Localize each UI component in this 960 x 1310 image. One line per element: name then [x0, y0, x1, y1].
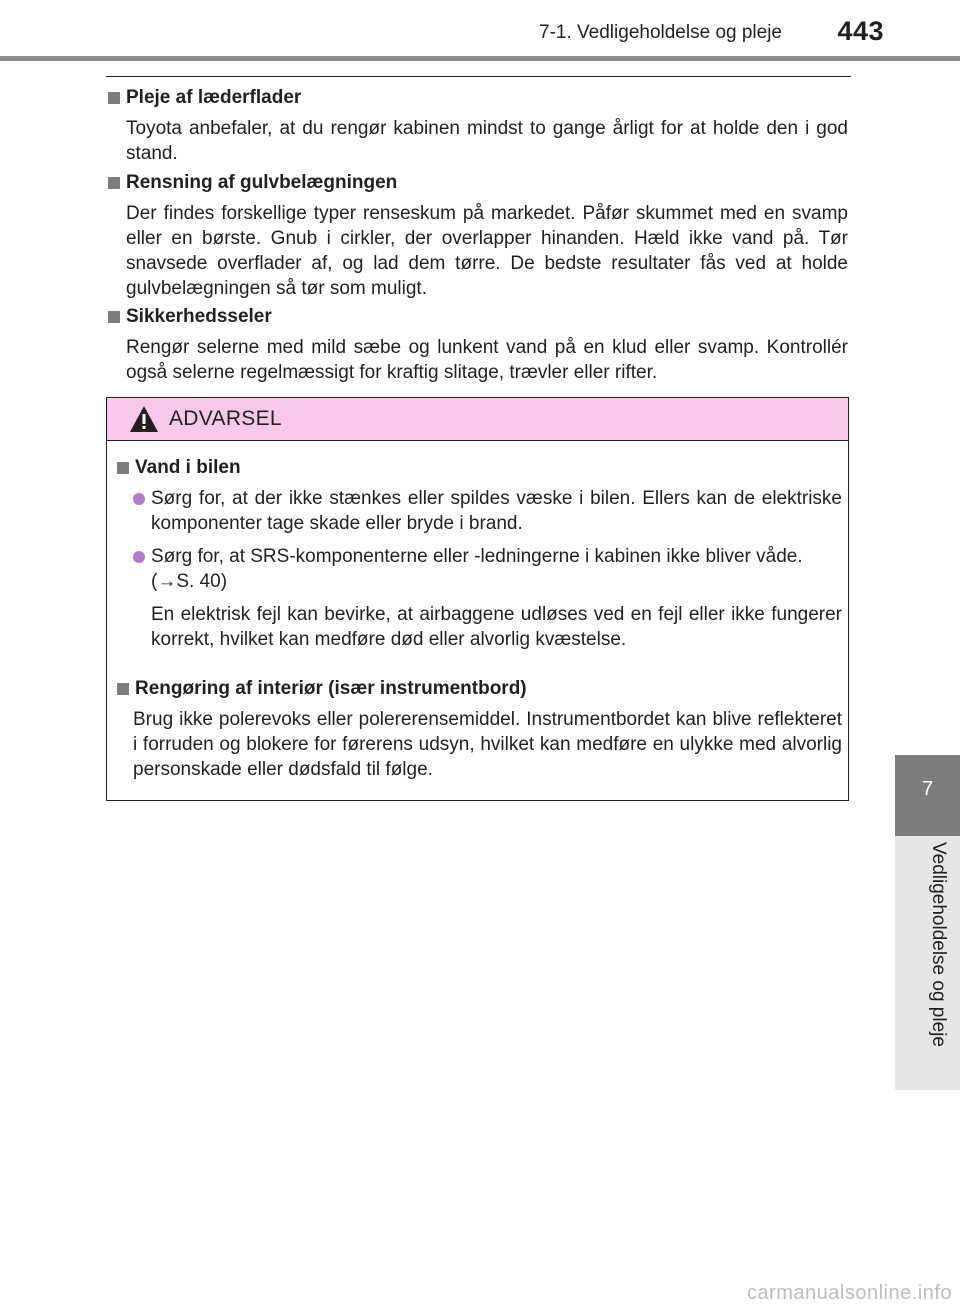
- section-leather-care: [108, 86, 848, 166]
- warning-heading: Rengøring af interiør (især instrumentbord): [117, 677, 842, 701]
- square-bullet-icon: [117, 462, 129, 474]
- page-number: 443: [837, 16, 884, 46]
- dot-bullet-icon: [133, 551, 145, 563]
- section-heading: Pleje af læderflader: [108, 86, 848, 110]
- warning-section-interior: [117, 677, 842, 782]
- warning-heading: Vand i bilen: [117, 456, 842, 480]
- warning-triangle-icon: [129, 405, 159, 433]
- warning-body: Brug ikke polerevoks eller polererensemiddel. Instrumentbordet kan blive reflekteret i forruden og blokere for førerens udsyn, hvilket kan medføre en ulykke med alvorlig personskade eller dødsfald til følge.: [133, 709, 842, 780]
- section-heading: Sikkerhedsseler: [108, 305, 848, 329]
- chapter-number: 7: [921, 778, 934, 800]
- header-section-title: 7-1. Vedligeholdelse og pleje: [539, 22, 782, 43]
- section-body: Rengør selerne med mild sæbe og lunkent vand på en klud eller svamp. Kontrollér også selerne regelmæssigt for kraftig slitage, trævler eller rifter.: [126, 337, 848, 383]
- warning-note: En elektrisk fejl kan bevirke, at airbaggene udløses ved en fejl eller ikke fungerer korrekt, hvilket kan medføre død eller alvorlig kvæstelse.: [151, 604, 842, 650]
- section-body: Toyota anbefaler, at du rengør kabinen mindst to gange årligt for at holde den i god stand.: [126, 118, 848, 164]
- warning-header: [107, 398, 848, 441]
- square-bullet-icon: [108, 92, 120, 104]
- bullet-item: Sørg for, at der ikke stænkes eller spildes væske i bilen. Ellers kan de elektriske komponenter tage skade eller bryde i brand.: [133, 486, 842, 536]
- bullet-item: Sørg for, at SRS-komponenterne eller -ledningerne i kabinen ikke bliver våde. (→S. 40): [133, 544, 842, 594]
- section-seat-belts: [108, 305, 848, 385]
- content-rule: [106, 76, 851, 77]
- watermark[interactable]: carmanualsonline.info: [746, 1282, 952, 1304]
- square-bullet-icon: [108, 177, 120, 189]
- section-heading: Rensning af gulvbelægningen: [108, 171, 848, 195]
- page-reference-link[interactable]: (→S. 40): [151, 571, 228, 592]
- warning-box: [106, 397, 849, 801]
- warning-title: ADVARSEL: [169, 407, 282, 430]
- section-floor-covering: [108, 171, 848, 301]
- square-bullet-icon: [108, 311, 120, 323]
- warning-section-water: [117, 456, 842, 652]
- chapter-label: Vedligeholdelse og pleje: [928, 842, 949, 1047]
- dot-bullet-icon: [133, 493, 145, 505]
- section-body: Der findes forskellige typer renseskum på markedet. Påfør skummet med en svamp eller en børste. Gnub i cirkler, der overlapper hinanden. Hæld ikke vand på. Tør snavsede overflader af, og lad dem tørre. De bedste resultater fås ved at holde gulvbelægningen så tør som muligt.: [126, 203, 848, 299]
- header-rule: [0, 56, 960, 61]
- square-bullet-icon: [117, 683, 129, 695]
